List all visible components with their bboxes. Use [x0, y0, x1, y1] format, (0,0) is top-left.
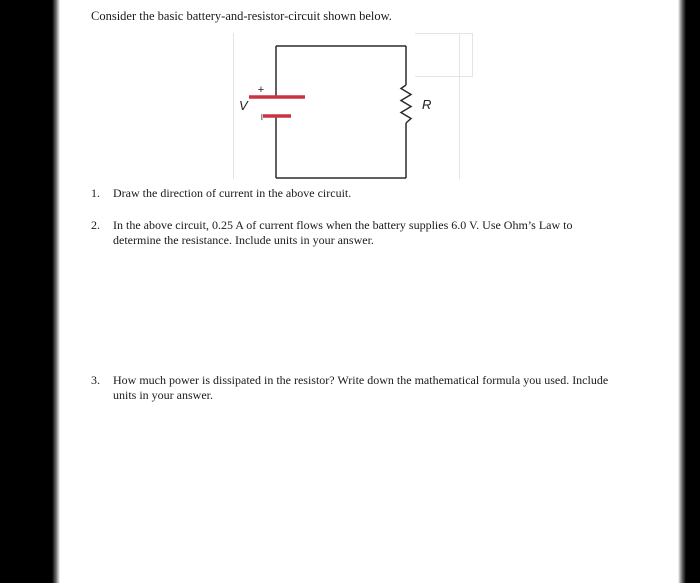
question-1-number: 1.	[91, 186, 100, 200]
circuit-diagram	[233, 33, 473, 183]
question-2-number: 2.	[91, 218, 100, 232]
battery-minus-label: –	[256, 113, 268, 121]
resistor-symbol	[401, 85, 411, 123]
battery-plus-label: +	[257, 84, 265, 96]
question-3-number: 3.	[91, 373, 100, 387]
question-2-text: In the above circuit, 0.25 A of current flows when the battery supplies 6.0 V. Use Ohm’s Law to determine the resistance. Include units in your answer.	[113, 218, 573, 247]
right-dark-edge	[678, 0, 700, 583]
intro-text: Consider the basic battery-and-resistor-circuit shown below.	[91, 9, 392, 23]
battery-voltage-label: V	[239, 98, 248, 113]
resistor-label: R	[422, 97, 432, 112]
circuit-wires	[276, 46, 406, 178]
question-1-text: Draw the direction of current in the above circuit.	[113, 186, 352, 200]
left-dark-edge	[0, 0, 60, 583]
question-3-text: How much power is dissipated in the resistor? Write down the mathematical formula you used. Include units in your answer.	[113, 373, 609, 402]
